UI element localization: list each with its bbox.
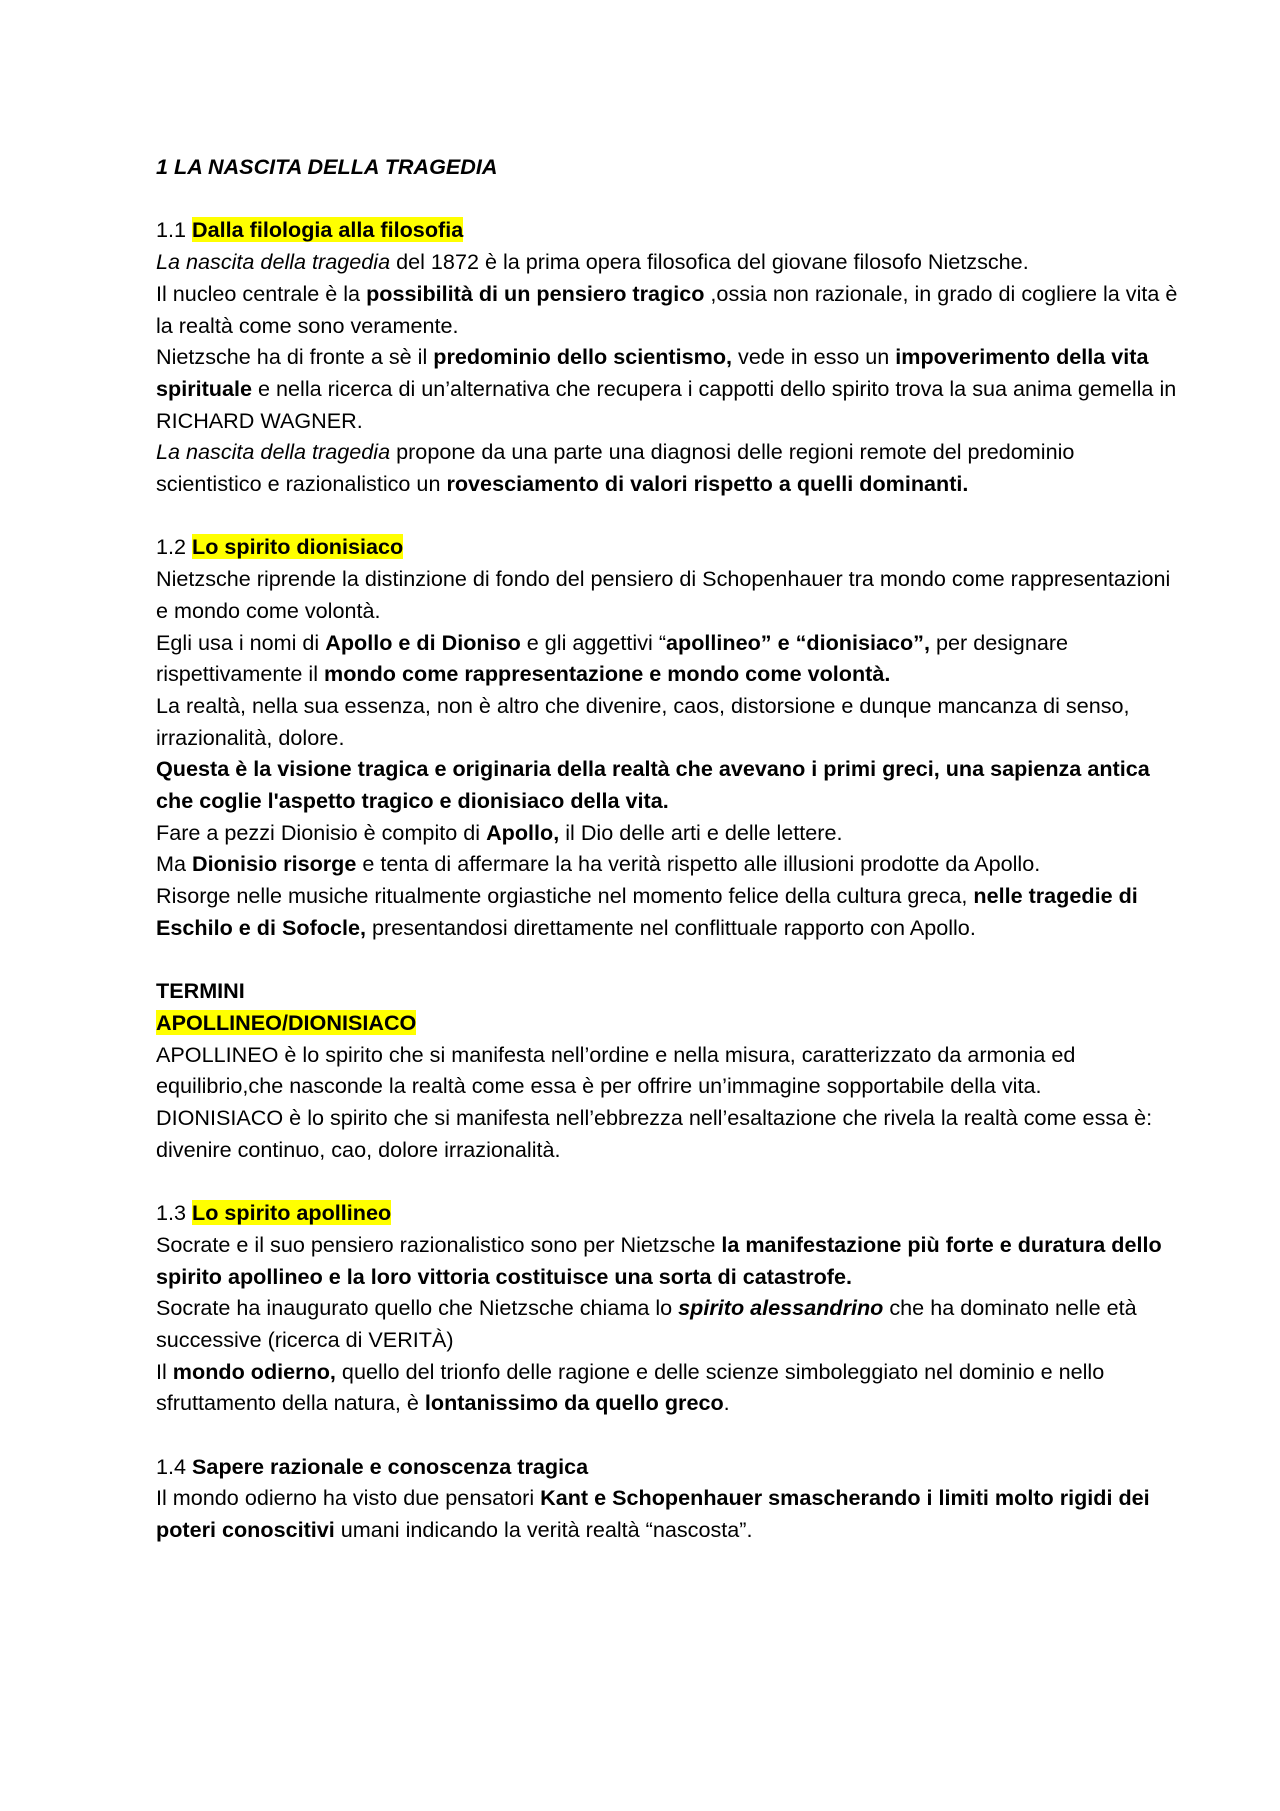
section-terms bbox=[156, 975, 1180, 1165]
paragraph: APOLLINEO è lo spirito che si manifesta nell’ordine e nella misura, caratterizzato da armonia ed equilibrio,che nasconde la realtà come essa è per offrire un’immagine sopportabile della vita. bbox=[156, 1041, 1076, 1099]
paragraph: DIONISIACO è lo spirito che si manifesta nell’ebbrezza nell’esaltazione che rivela la realtà come essa è: divenire continuo, cao, dolore irrazionalità. bbox=[156, 1105, 1153, 1162]
spacer bbox=[156, 1419, 1180, 1451]
section-1-4 bbox=[156, 1451, 1180, 1546]
highlighted-heading: Lo spirito dionisiaco bbox=[192, 534, 404, 560]
paragraph: Il mondo odierno, quello del trionfo delle ragione e delle scienze simboleggiato nel dominio e nello sfruttamento della natura, è lontanissimo da quello greco. bbox=[156, 1358, 1105, 1416]
paragraph: Questa è la visione tragica e originaria della realtà che avevano i primi greci, una sapienza antica che coglie l'aspetto tragico e dionisiaco della vita. bbox=[156, 756, 1150, 814]
highlighted-heading: Dalla filologia alla filosofia bbox=[192, 217, 464, 243]
paragraph: La nascita della tragedia propone da una parte una diagnosi delle regioni remote del predominio scientistico e razionalistico un rovesciamento di valori rispetto a quelli dominanti. bbox=[156, 439, 1075, 497]
section-heading: 1.1 Dalla filologia alla filosofia bbox=[156, 217, 464, 243]
spacer bbox=[156, 183, 1180, 215]
section-heading: 1.2 Lo spirito dionisiaco bbox=[156, 534, 404, 560]
spacer bbox=[156, 1165, 1180, 1197]
paragraph: Nietzsche ha di fronte a sè il predominio dello scientismo, vede in esso un impoverimento della vita spirituale e nella ricerca di un’alternativa che recupera i cappotti dello spirito trova la sua anima gemella in RICHARD WAGNER. bbox=[156, 344, 1177, 433]
section-1-3 bbox=[156, 1197, 1180, 1419]
section-heading: 1.3 Lo spirito apollineo bbox=[156, 1200, 392, 1226]
section-1-1 bbox=[156, 214, 1180, 499]
paragraph: Risorge nelle musiche ritualmente orgiastiche nel momento felice della cultura greca, nelle tragedie di Eschilo e di Sofocle, presentandosi direttamente nel conflittuale rapporto con Apollo. bbox=[156, 883, 1138, 940]
paragraph: La nascita della tragedia del 1872 è la prima opera filosofica del giovane filosofo Nietzsche. bbox=[156, 249, 1029, 275]
paragraph: Socrate e il suo pensiero razionalistico sono per Nietzsche la manifestazione più forte e duratura dello spirito apollineo e la loro vittoria costituisce una sorta di catastrofe. bbox=[156, 1231, 1162, 1289]
spacer bbox=[156, 944, 1180, 976]
section-1-2 bbox=[156, 531, 1180, 943]
paragraph: Il nucleo centrale è la possibilità di un pensiero tragico ,ossia non razionale, in grado di cogliere la vita è la realtà come sono veramente. bbox=[156, 280, 1178, 338]
section-heading: 1.4 Sapere razionale e conoscenza tragica bbox=[156, 1453, 589, 1479]
paragraph: Socrate ha inaugurato quello che Nietzsche chiama lo spirito alessandrino che ha dominato nelle età successive (ricerca di VERITÀ) bbox=[156, 1295, 1137, 1352]
terms-heading bbox=[156, 1007, 1180, 1039]
terms-label: TERMINI bbox=[156, 978, 245, 1004]
paragraph: Ma Dionisio risorge e tenta di affermare la ha verità rispetto alle illusioni prodotte da Apollo. bbox=[156, 851, 1041, 877]
paragraph: La realtà, nella sua essenza, non è altro che divenire, caos, distorsione e dunque mancanza di senso, irrazionalità, dolore. bbox=[156, 692, 1130, 750]
paragraph: Egli usa i nomi di Apollo e di Dioniso e gli aggettivi “apollineo” e “dionisiaco”, per designare rispettivamente il mondo come rappresentazione e mondo come volontà. bbox=[156, 629, 1069, 687]
paragraph: Fare a pezzi Dionisio è compito di Apollo, il Dio delle arti e delle lettere. bbox=[156, 819, 843, 845]
highlighted-heading: APOLLINEO/DIONISIACO bbox=[156, 1009, 417, 1035]
highlighted-heading: Lo spirito apollineo bbox=[192, 1200, 392, 1226]
spacer bbox=[156, 500, 1180, 532]
paragraph: Nietzsche riprende la distinzione di fondo del pensiero di Schopenhauer tra mondo come rappresentazioni e mondo come volontà. bbox=[156, 566, 1171, 623]
document-title: 1 LA NASCITA DELLA TRAGEDIA bbox=[156, 154, 498, 179]
paragraph: Il mondo odierno ha visto due pensatori Kant e Schopenhauer smascherando i limiti molto rigidi dei poteri conoscitivi umani indicando la verità realtà “nascosta”. bbox=[156, 1485, 1150, 1543]
